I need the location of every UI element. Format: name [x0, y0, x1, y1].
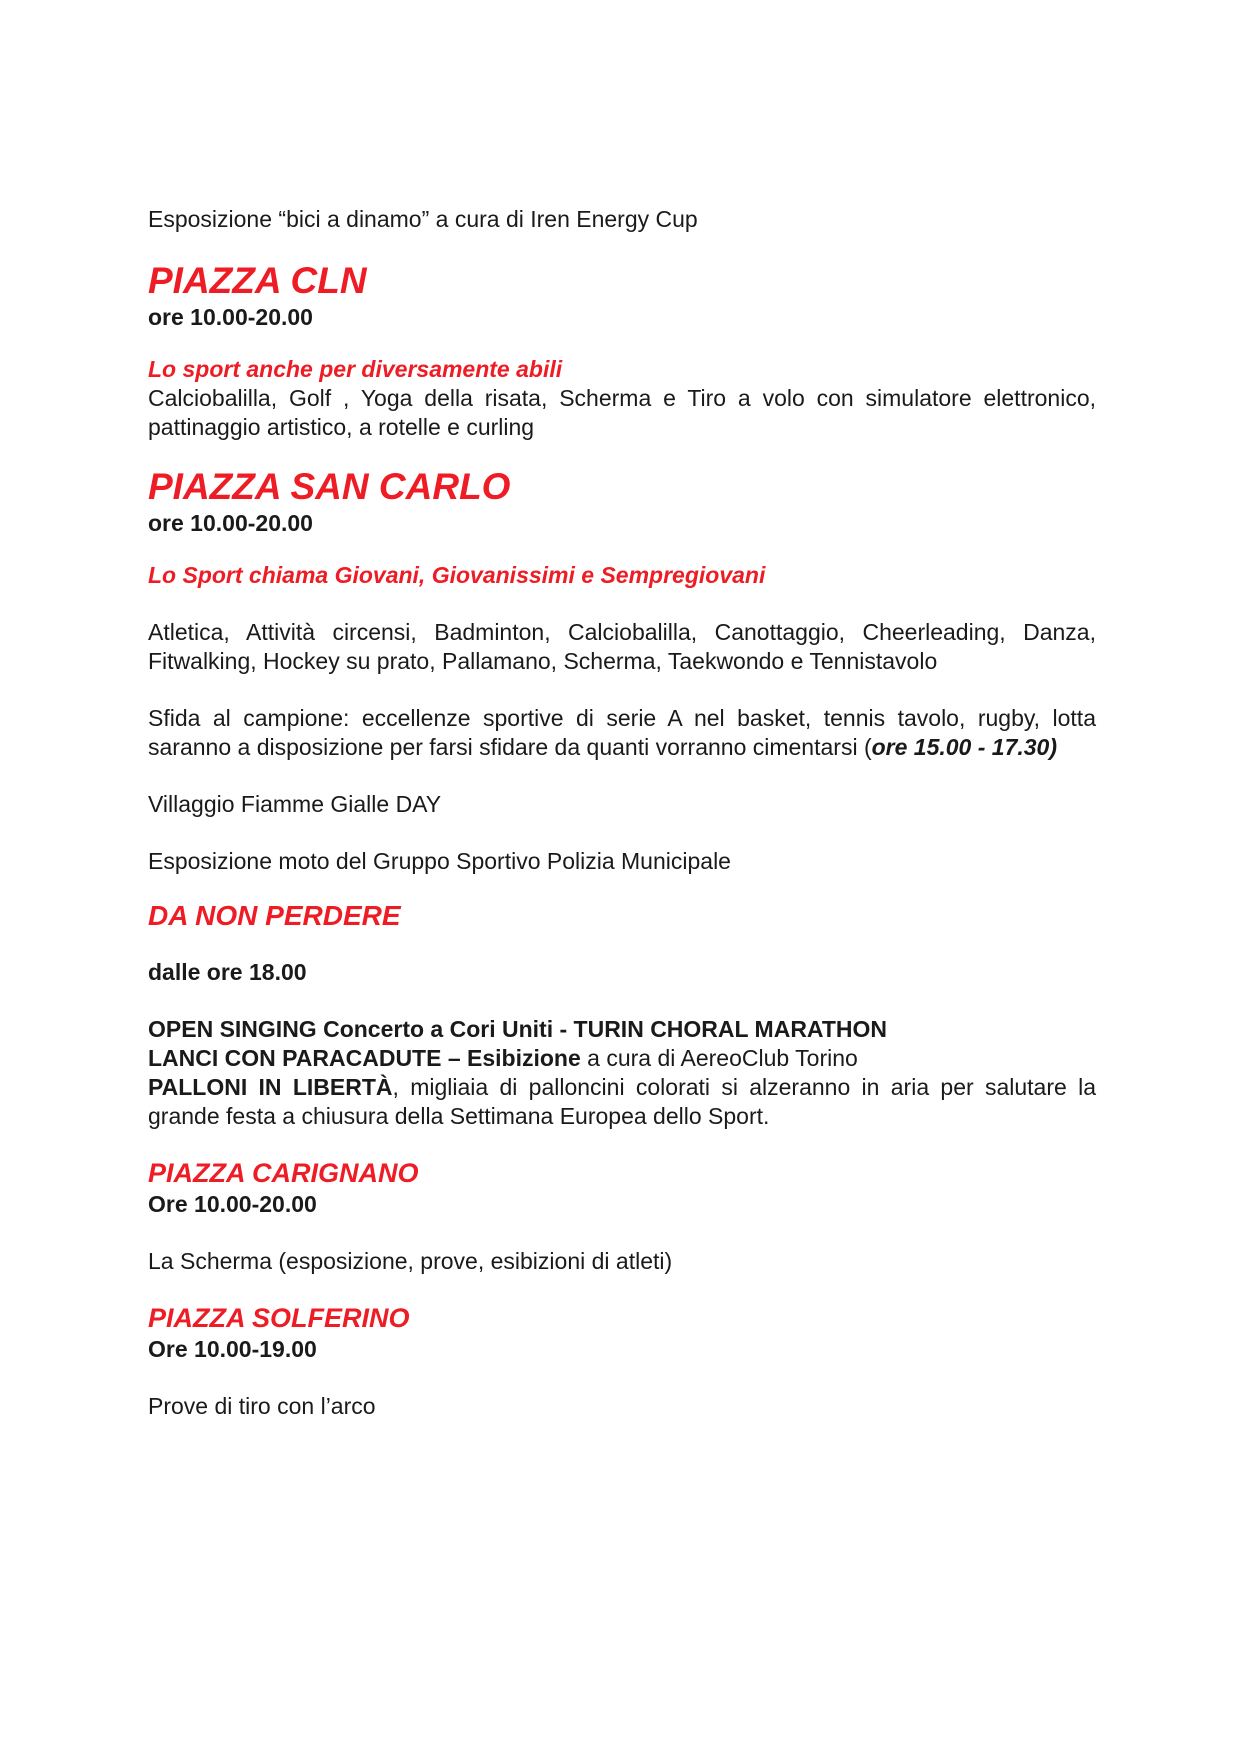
section-title: PIAZZA CLN — [148, 260, 367, 301]
section-text: La Scherma (esposizione, prove, esibizioni di atleti) — [148, 1248, 673, 1274]
section-title: PIAZZA SOLFERINO — [148, 1303, 410, 1333]
document-page — [148, 205, 1096, 1421]
open-singing-line — [148, 1015, 1096, 1044]
section-time: Ore 10.00-20.00 — [148, 1191, 317, 1217]
palloni-line — [148, 1073, 1096, 1131]
section-piazza-carignano — [148, 1157, 1096, 1276]
section-time: ore 10.00-20.00 — [148, 304, 313, 330]
section-title: PIAZZA CARIGNANO — [148, 1158, 419, 1188]
intro-text: Esposizione “bici a dinamo” a cura di Iren Energy Cup — [148, 206, 698, 232]
section-text: Calciobalilla, Golf , Yoga della risata, Scherma e Tiro a volo con simulatore elettronico, pattinaggio artistico, a rotelle e curling — [148, 385, 1096, 440]
sfida-time: ore 15.00 - 17.30) — [871, 734, 1058, 760]
moto-text: Esposizione moto del Gruppo Sportivo Polizia Municipale — [148, 848, 731, 874]
palloni-rest: , migliaia di palloncini colorati si alzeranno in aria per salutare la grande festa a chiusura della Settimana Europea dello Sport. — [148, 1074, 1096, 1129]
section-subtitle: Lo Sport chiama Giovani, Giovanissimi e Sempregiovani — [148, 562, 766, 588]
section-title: DA NON PERDERE — [148, 900, 401, 931]
paracadute-bold: LANCI CON PARACADUTE – Esibizione — [148, 1045, 581, 1071]
sfida-text — [148, 704, 1096, 762]
paracadute-rest: a cura di AereoClub Torino — [580, 1045, 858, 1071]
section-text: Prove di tiro con l’arco — [148, 1393, 376, 1419]
sfida-description: Sfida al campione: eccellenze sportive di serie A nel basket, tennis tavolo, rugby, lotta saranno a disposizione per farsi sfidare da quanti vorranno cimentarsi ( — [148, 705, 1096, 760]
section-piazza-cln — [148, 259, 1096, 442]
section-da-non-perdere — [148, 899, 1096, 1131]
villaggio-text: Villaggio Fiamme Gialle DAY — [148, 791, 442, 817]
section-time: Ore 10.00-19.00 — [148, 1336, 317, 1362]
section-time: ore 10.00-20.00 — [148, 510, 313, 536]
sports-list: Atletica, Attività circensi, Badminton, Calciobalilla, Canottaggio, Cheerleading, Danza, Fitwalking, Hockey su prato, Pallamano, Scherma, Taekwondo e Tennistavolo — [148, 619, 1096, 674]
section-piazza-solferino — [148, 1302, 1096, 1421]
section-piazza-san-carlo — [148, 465, 1096, 876]
section-title: PIAZZA SAN CARLO — [148, 466, 511, 507]
paracadute-line — [148, 1044, 1096, 1073]
palloni-bold: PALLONI IN LIBERTÀ — [148, 1074, 393, 1100]
section-subtitle: Lo sport anche per diversamente abili — [148, 356, 563, 382]
section-time: dalle ore 18.00 — [148, 959, 307, 985]
open-singing-text: OPEN SINGING Concerto a Cori Uniti - TURIN CHORAL MARATHON — [148, 1016, 887, 1042]
